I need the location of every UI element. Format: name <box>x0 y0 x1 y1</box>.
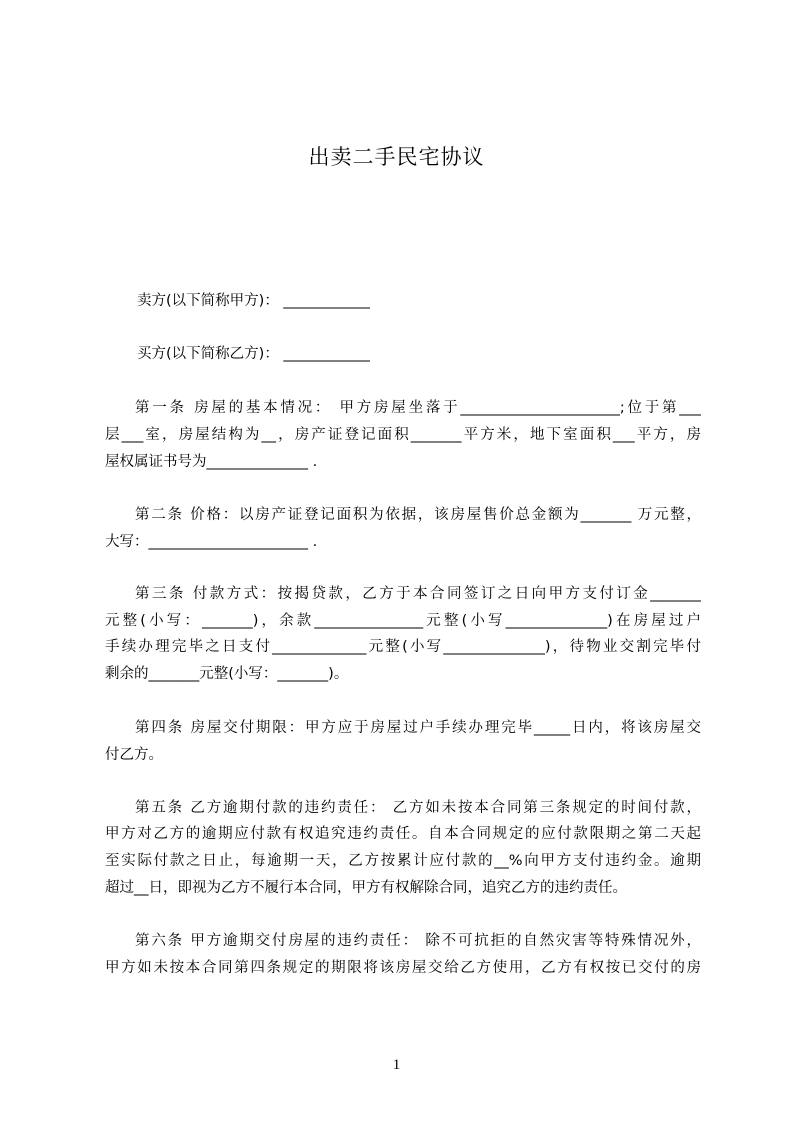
article-2-line-2: 大写：______________________ . <box>105 534 318 550</box>
article-5-line-2: 甲方对乙方的逾期应付款有权追究违约责任。自本合同规定的应付款限期之第二天起 <box>105 826 701 842</box>
article-3-line-3: 手续办理完毕之日支付_____________元整(小写______________)，待物业交割完毕付 <box>105 639 701 655</box>
article-1-line-1: 第一条 房屋的基本情况： 甲方房屋坐落于______________________;位于第___ <box>135 400 701 416</box>
article-1-line-2: 层___室，房屋结构为__，房产证登记面积_______平方米，地下室面积___平方，房 <box>105 427 701 443</box>
buyer-line: 买方(以下简称乙方)： ____________ <box>137 346 371 362</box>
page-number: 1 <box>392 1057 401 1073</box>
article-4-line-1: 第四条 房屋交付期限：甲方应于房屋过户手续办理完毕_____日内，将该房屋交 <box>135 720 701 736</box>
article-5-line-3: 至实际付款之日止，每逾期一天，乙方按累计应付款的__%向甲方支付违约金。逾期 <box>105 853 701 869</box>
article-1-line-3: 屋权属证书号为______________ . <box>105 454 318 470</box>
article-6-line-2: 甲方如未按本合同第四条规定的期限将该房屋交给乙方使用，乙方有权按已交付的房 <box>105 960 701 976</box>
article-2-line-1: 第二条 价格：以房产证登记面积为依据，该房屋售价总金额为_______ 万元整， <box>135 507 701 523</box>
article-6-line-1: 第六条 甲方逾期交付房屋的违约责任： 除不可抗拒的自然灾害等特殊情况外， <box>135 933 701 949</box>
seller-line: 卖方(以下简称甲方)： ____________ <box>137 293 371 309</box>
article-3-line-2: 元整(小写：_______)，余款_______________元整(小写______________)在房屋过户 <box>105 613 701 629</box>
article-3-line-4: 剩余的_______元整(小写：_______)。 <box>105 666 349 682</box>
document-title: 出卖二手民宅协议 <box>308 145 485 169</box>
article-4-line-2: 付乙方。 <box>105 747 163 763</box>
article-5-line-1: 第五条 乙方逾期付款的违约责任： 乙方如未按本合同第三条规定的时间付款， <box>135 800 701 816</box>
article-3-line-1: 第三条 付款方式：按揭贷款，乙方于本合同签订之日向甲方支付订金_______ <box>135 586 701 602</box>
article-5-line-4: 超过__日，即视为乙方不履行本合同，甲方有权解除合同，追究乙方的违约责任。 <box>105 880 627 896</box>
